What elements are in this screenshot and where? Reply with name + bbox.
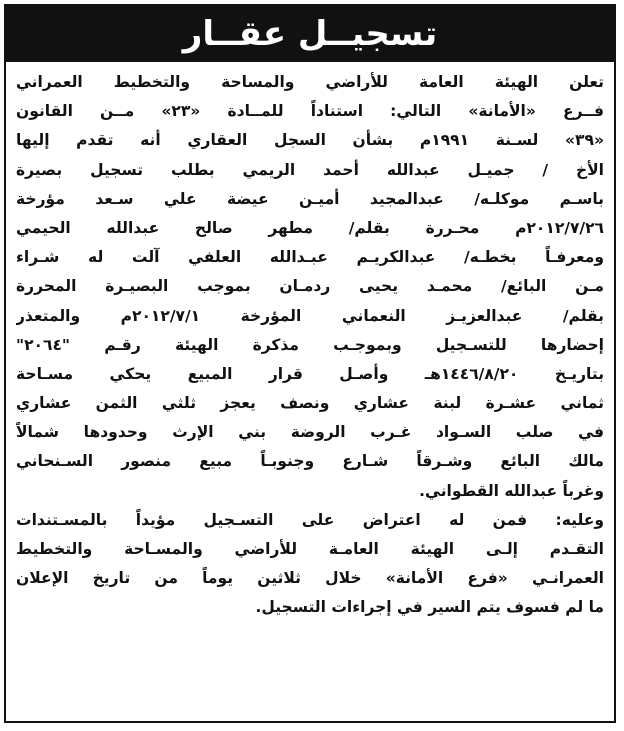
body-line: في صلب السـواد غـرب الروضة بني الإرث وحدودها شمالاً <box>16 423 604 442</box>
body-line: بقلم/ عبدالعزيـز النعماني المؤرخة ٢٠١٢/٧/١م والمتعذر <box>16 306 604 325</box>
body-line: فــرع «الأمانة» التالي: استناداً للمــادة «٢٣» مــن القانون <box>16 102 604 121</box>
body-line: وعليه: فمن له اعتراض على التسـجيل مؤيداً بالمسـتندات <box>16 510 604 529</box>
body-line: باسـم موكلـه/ عبدالمجيد أميـن عيضة علي سـعد مؤرخة <box>16 189 604 208</box>
body-line: ما لم فسوف يتم السير في إجراءات التسجيل. <box>255 598 604 617</box>
body-line: العمرانـي «فرع الأمانة» خلال ثلاثين يوماً من تاريخ الإعلان <box>16 569 604 588</box>
body-line: ومعرفـاً بخطـه/ عبدالكريـم عبـدالله العلفي آلت له شـراء <box>16 248 604 267</box>
body-line: تعلن الهيئة العامة للأراضي والمساحة والتخطيط العمراني <box>16 73 604 91</box>
body-line: وغرباً عبدالله القطواني. <box>419 481 604 500</box>
body-line: بتاريـخ ١٤٤٦/٨/٢٠هـ وأصـل قرار المبيع يحكي مسـاحة <box>16 364 604 383</box>
body-line: مالك البائع وشـرقاً شـارع وجنوبـاً مبيع منصور السـنحاني <box>16 452 604 471</box>
title-bar <box>6 6 614 62</box>
body-line: التقـدم إلـى الهيئة العامـة للأراضي والمسـاحة والتخطيط <box>16 540 604 558</box>
body-line: إحضارها للتسـجيل وبموجـب مذكرة الهيئة رقـم "٢٠٦٤" <box>16 335 604 354</box>
body-line: ٢٠١٢/٧/٢٦م محـررة بقلم/ مطهر صالح عبدالله الحيمي <box>16 218 604 237</box>
notice-title: تسجيــل عقــار <box>182 14 438 54</box>
notice-body <box>16 68 604 623</box>
notice-box <box>4 4 616 723</box>
body-line: الأخ / جميـل عبدالله أحمد الريمي بطلب تسجيل بصيرة <box>16 160 604 179</box>
body-line: ثماني عشـرة لبنة عشاري ونصف يعجز ثلثي الثمن عشاري <box>16 394 604 413</box>
body-line: «٣٩» لسـنة ١٩٩١م بشأن السجل العقاري أنه تقدم إليها <box>16 131 604 150</box>
body-line: مـن البائع/ محمـد يحيى ردمـان بموجب البصيـرة المحررة <box>16 277 604 296</box>
